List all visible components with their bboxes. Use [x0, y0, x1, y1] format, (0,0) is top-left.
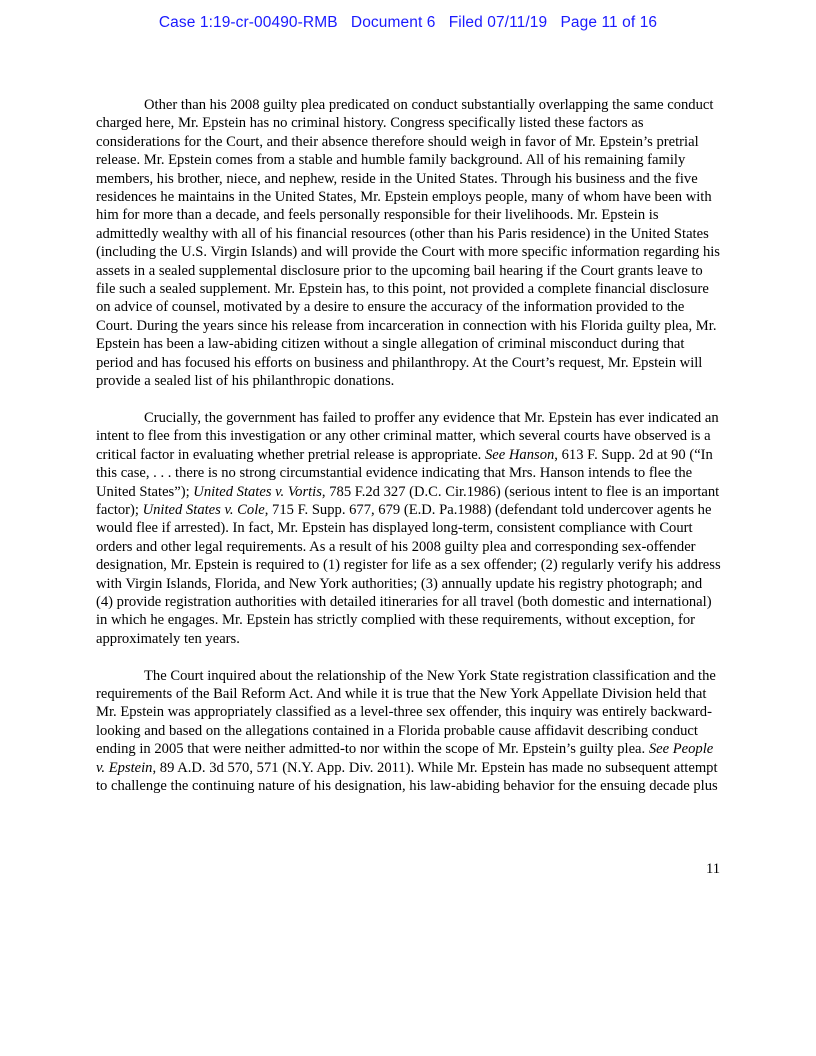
- paragraph-text: Other than his 2008 guilty plea predicated on conduct substantially overlapping the same conduct charged here, Mr. Epstein has no criminal history. Congress specifically listed these factors as considerations for the Court, and their absence therefore should weigh in favor of Mr. Epstein’s pretrial release. Mr. Epstein comes from a stable and humble family background. All of his remaining family members, his brother, niece, and nephew, reside in the United States. Through his business and the five residences he maintains in the United States, Mr. Epstein employs people, many of whom have been with him for more than a decade, and feels personally responsible for their livelihoods. Mr. Epstein is admittedly wealthy with all of his financial resources (other than his Paris residence) in the United States (including the U.S. Virgin Islands) and will provide the Court with more specific information regarding his assets in a sealed supplemental disclosure prior to the upcoming bail hearing if the Court grants leave to file such a sealed supplement. Mr. Epstein has, to this point, not provided a complete financial disclosure on advice of counsel, motivated by a desire to ensure the accuracy of the information provided to the Court. During the years since his release from incarceration in connection with his Florida guilty plea, Mr. Epstein has been a law-abiding citizen without a single allegation of criminal misconduct during that period and has focused his efforts on business and philanthropy. At the Court’s request, Mr. Epstein will provide a sealed list of his philanthropic donations.: [96, 97, 720, 390]
- paragraph-text: Crucially, the government has failed to proffer any evidence that Mr. Epstein has ever indicated an intent to flee from this investigation or any other criminal matter, which several courts have observed is a critical factor in evaluating whether pretrial release is appropriate.: [96, 409, 719, 463]
- paragraph-text: The Court inquired about the relationship of the New York State registration classification and the requirements of the Bail Reform Act. And while it is true that the New York Appellate Division held that Mr. Epstein was appropriately classified as a level-three sex offender, this inquiry was entirely backward-looking and based on the allegations contained in a Florida probable cause affidavit describing conduct ending in 2005 that were neither admitted-to nor within the scope of Mr. Epstein’s guilty plea.: [96, 667, 716, 758]
- page-indicator: Page 11 of 16: [560, 14, 658, 31]
- case-citation: United States v. Cole: [142, 501, 265, 518]
- paragraph-text: , 715 F. Supp. 677, 679 (E.D. Pa.1988) (defendant told undercover agents he would flee if arrested). In fact, Mr. Epstein has displayed long-term, consistent compliance with Court orders and other legal requirements. As a result of his 2008 guilty plea and corresponding sex-offender designation, Mr. Epstein is required to (1) register for life as a sex offender; (2) regularly verify his address with Virgin Islands, Florida, and New York authorities; (3) annually update his registry photograph; and (4) provide registration authorities with detailed itineraries for all travel (both domestic and international) in which he engages. Mr. Epstein has strictly complied with these requirements, without exception, for approximately ten years.: [96, 501, 721, 647]
- case-citation: See People v. Epstein: [96, 741, 714, 776]
- filed-date: Filed 07/11/19: [448, 14, 548, 31]
- paragraph-criminal-history: [96, 96, 722, 391]
- case-citation: United States v. Vortis: [193, 483, 322, 500]
- case-citation: See Hanson: [484, 446, 555, 463]
- ecf-filing-header: [0, 14, 816, 32]
- paragraph-text: , 89 A.D. 3d 570, 571 (N.Y. App. Div. 2011). While Mr. Epstein has made no subsequent attempt to challenge the continuing nature of his designation, his law-abiding behavior for the ensuing decade plus: [96, 759, 718, 794]
- paragraph-text: , 785 F.2d 327 (D.C. Cir.1986) (serious intent to flee is an important factor);: [96, 483, 720, 518]
- page-number: 11: [705, 861, 720, 877]
- paragraph-text: , 613 F. Supp. 2d at 90 (“In this case, . . . there is no strong circumstantial evidence indicating that Mrs. Hanson intends to flee the United States”);: [96, 446, 713, 500]
- paragraph-flight-risk: [96, 409, 722, 648]
- document-body: [96, 96, 722, 795]
- paragraph-registration-classification: [96, 667, 722, 796]
- document-number: Document 6: [350, 14, 436, 31]
- case-number: Case 1:19-cr-00490-RMB: [158, 14, 338, 31]
